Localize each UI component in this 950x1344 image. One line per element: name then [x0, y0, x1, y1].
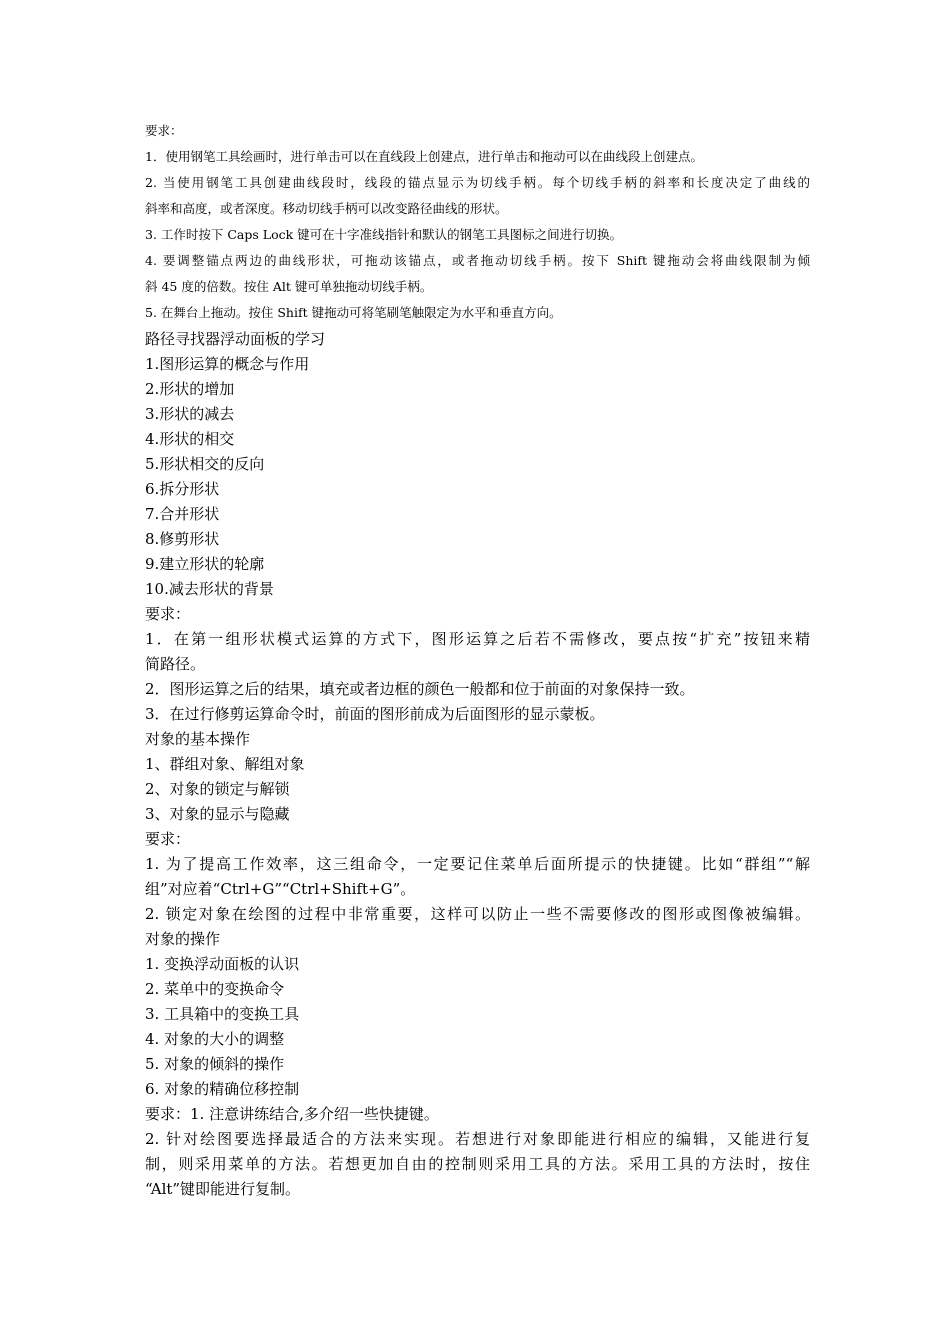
requirements-heading: 要求： [145, 830, 191, 848]
list-item: 4. 对象的大小的调整 [145, 1030, 285, 1048]
list-item: 10.减去形状的背景 [145, 580, 274, 598]
list-item: 7.合并形状 [145, 505, 220, 523]
requirement-line: 3. 工作时按下 Caps Lock 键可在十字准线指针和默认的钢笔工具图标之间进行切换。 [145, 227, 623, 242]
requirement-line: 2. 当使用钢笔工具创建曲线段时，线段的锚点显示为切线手柄。每个切线手柄的斜率和长度决定了曲线的 [145, 175, 810, 190]
requirements-heading: 要求： [145, 123, 183, 138]
list-item: 5. 对象的倾斜的操作 [145, 1055, 285, 1073]
section-title: 对象的操作 [145, 930, 221, 948]
requirement-line: 4. 要调整锚点两边的曲线形状，可拖动该锚点，或者拖动切线手柄。按下 Shift 键拖动会将曲线限制为倾 [145, 253, 810, 268]
pen-tool-requirements [145, 118, 810, 326]
list-item: 6. 对象的精确位移控制 [145, 1080, 300, 1098]
requirement-line: 5. 在舞台上拖动。按住 Shift 键拖动可将笔刷笔触限定为水平和垂直方向。 [145, 305, 562, 320]
document-page [145, 118, 810, 1202]
list-item: 2、对象的锁定与解锁 [145, 780, 290, 798]
requirement-line: 斜率和高度，或者深度。移动切线手柄可以改变路径曲线的形状。 [145, 201, 508, 216]
requirement-line: 组”对应着“Ctrl+G”“Ctrl+Shift+G”。 [145, 880, 416, 898]
list-item: 9.建立形状的轮廓 [145, 555, 265, 573]
list-item: 2. 菜单中的变换命令 [145, 980, 285, 998]
requirement-line: 斜 45 度的倍数。按住 Alt 键可单独拖动切线手柄。 [145, 279, 433, 294]
list-item: 5.形状相交的反向 [145, 455, 265, 473]
list-item: 3、对象的显示与隐藏 [145, 805, 290, 823]
list-item: 1、群组对象、解组对象 [145, 755, 305, 773]
requirement-line: 3．在过行修剪运算命令时，前面的图形前成为后面图形的显示蒙板。 [145, 705, 605, 723]
requirement-line: 要求：1. 注意讲练结合,多介绍一些快捷键。 [145, 1105, 439, 1123]
requirement-line: 2. 针对绘图要选择最适合的方法来实现。若想进行对象即能进行相应的编辑，又能进行复 [145, 1130, 810, 1148]
list-item: 3. 工具箱中的变换工具 [145, 1005, 300, 1023]
list-item: 2.形状的增加 [145, 380, 235, 398]
requirement-line: 1．使用钢笔工具绘画时，进行单击可以在直线段上创建点，进行单击和拖动可以在曲线段上创建点。 [145, 149, 703, 164]
requirements-heading: 要求： [145, 605, 191, 623]
list-item: 4.形状的相交 [145, 430, 235, 448]
list-item: 8.修剪形状 [145, 530, 220, 548]
requirement-line: 简路径。 [145, 655, 206, 673]
list-item: 3.形状的减去 [145, 405, 235, 423]
section-title: 对象的基本操作 [145, 730, 251, 748]
requirement-line: 1．在第一组形状模式运算的方式下，图形运算之后若不需修改，要点按“扩充”按钮来精 [145, 630, 810, 648]
requirement-line: “Alt”键即能进行复制。 [145, 1180, 301, 1198]
list-item: 6.拆分形状 [145, 480, 220, 498]
pathfinder-section [145, 327, 810, 1202]
list-item: 1. 变换浮动面板的认识 [145, 955, 300, 973]
requirement-line: 2. 锁定对象在绘图的过程中非常重要，这样可以防止一些不需要修改的图形或图像被编辑。 [145, 905, 810, 923]
requirement-line: 2．图形运算之后的结果，填充或者边框的颜色一般都和位于前面的对象保持一致。 [145, 680, 695, 698]
requirement-line: 1. 为了提高工作效率，这三组命令，一定要记住菜单后面所提示的快捷键。比如“群组”“解 [145, 855, 810, 873]
requirement-line: 制，则采用菜单的方法。若想更加自由的控制则采用工具的方法。采用工具的方法时，按住 [145, 1155, 810, 1173]
section-title: 路径寻找器浮动面板的学习 [145, 330, 326, 348]
list-item: 1.图形运算的概念与作用 [145, 355, 310, 373]
